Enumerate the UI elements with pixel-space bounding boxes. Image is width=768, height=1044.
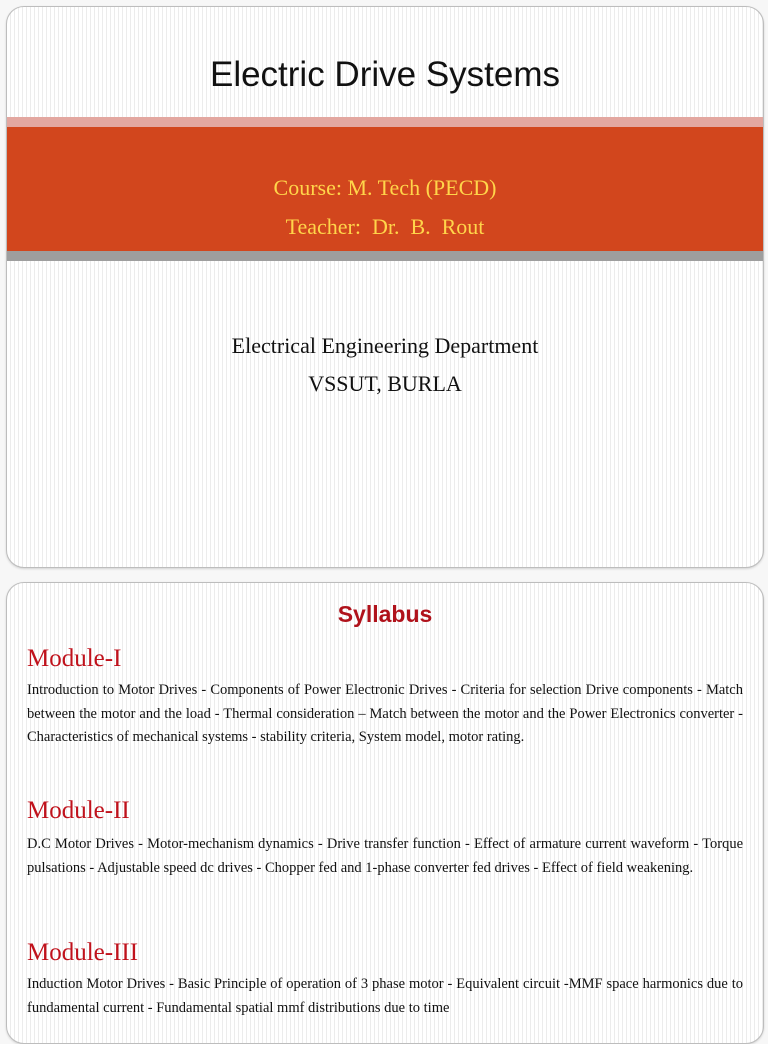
syllabus-slide	[6, 582, 764, 1044]
course-label: Course: M. Tech (PECD)	[273, 175, 497, 200]
accent-band-top	[7, 117, 763, 127]
module-heading: Module-I	[27, 645, 122, 672]
institute-label: VSSUT, BURLA	[308, 371, 462, 396]
accent-band-bottom	[7, 251, 763, 261]
module-description: Induction Motor Drives - Basic Principle of operation of 3 phase motor - Equivalent circuit -MMF space harmonics due to fundamental current - Fundamental spatial mmf distributions due to time	[27, 976, 743, 1016]
syllabus-title: Syllabus	[337, 601, 433, 627]
slide-title: Electric Drive Systems	[209, 55, 561, 94]
module-heading: Module-III	[27, 939, 139, 966]
course-info-band	[7, 127, 763, 251]
module-description: Introduction to Motor Drives - Components of Power Electronic Drives - Criteria for selection Drive components - Match between the motor and the load - Thermal consideration – Match between the motor and the Power Electronics converter - Characteristics of mechanical systems - stability criteria, System model, motor rating.	[27, 682, 743, 745]
module-description: D.C Motor Drives - Motor-mechanism dynamics - Drive transfer function - Effect of armature current waveform - Torque pulsations - Adjustable speed dc drives - Chopper fed and 1-phase converter fed drives - Effect of field weakening.	[27, 836, 743, 876]
title-slide	[6, 6, 764, 568]
department-label: Electrical Engineering Department	[231, 333, 539, 358]
teacher-label: Teacher: Dr. B. Rout	[285, 214, 485, 239]
module-heading: Module-II	[27, 797, 130, 824]
